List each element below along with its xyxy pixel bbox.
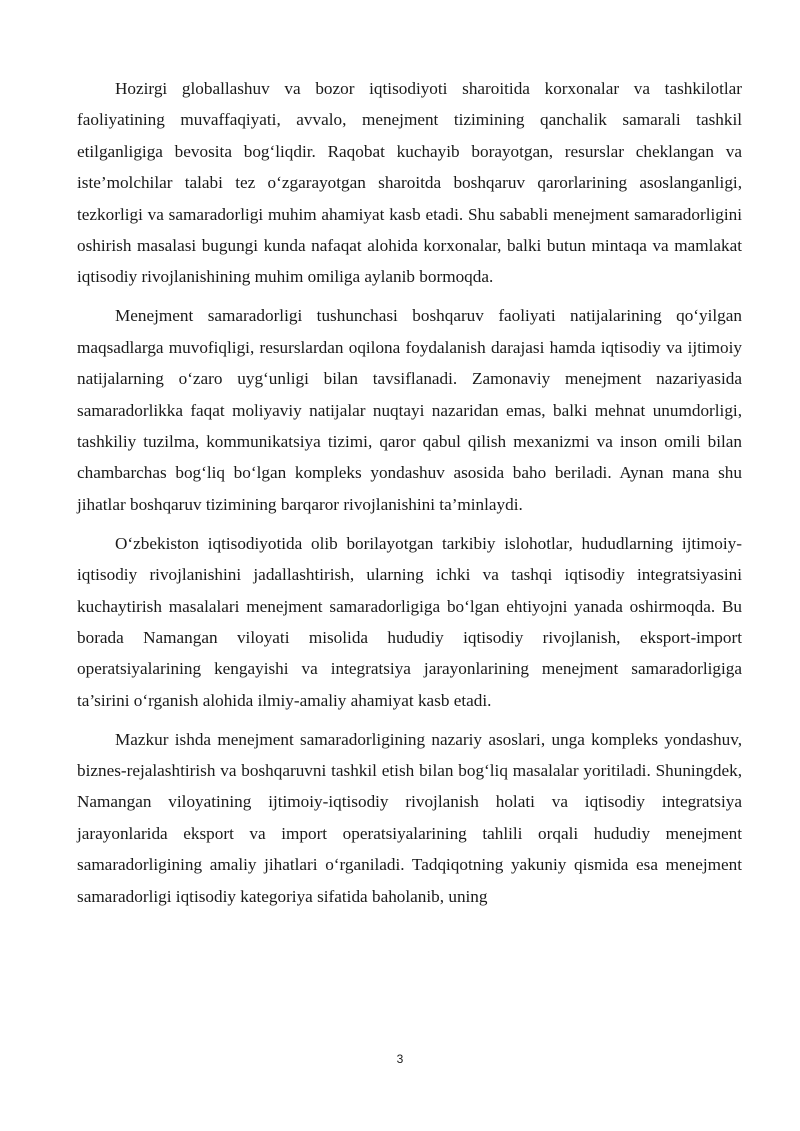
paragraph-3: O‘zbekiston iqtisodiyotida olib borilayotgan tarkibiy islohotlar, hududlarning ijtimoiy-iqtisodiy rivojlanishini jadallashtirish, ularning ichki va tashqi iqtisodiy integratsiyasini kuchaytirish masalalari menejment samaradorligiga bo‘lgan ehtiyojni yanada oshirmoqda. Bu borada Namangan viloyati misolida hududiy iqtisodiy rivojlanish, eksport-import operatsiyalarining kengayishi va integratsiya jarayonlarining menejment samaradorligiga ta’sirini o‘rganish alohida ilmiy-amaliy ahamiyat kasb etadi. [77,533,742,710]
paragraph-2: Menejment samaradorligi tushunchasi boshqaruv faoliyati natijalarining qo‘yilgan maqsadlarga muvofiqligi, resurslardan oqilona foydalanish darajasi hamda iqtisodiy va ijtimoiy natijalarning o‘zaro uyg‘unligi bilan tavsiflanadi. Zamonaviy menejment nazariyasida samaradorlikka faqat moliyaviy natijalar nuqtayi nazaridan emas, balki mehnat unumdorligi, tashkiliy tuzilma, kommunikatsiya tizimi, qaror qabul qilish mexanizmi va inson omili bilan chambarchas bog‘liq bo‘lgan kompleks yondashuv asosida baho beriladi. Aynan mana shu jihatlar boshqaruv tizimining barqaror rivojlanishini ta’minlaydi. [77,306,742,514]
body-text [77,73,742,920]
page-number: 3 [396,1052,404,1066]
paragraph-4: Mazkur ishda menejment samaradorligining nazariy asoslari, unga kompleks yondashuv, biznes-rejalashtirish va boshqaruvni tashkil etish bilan bog‘liq masalalar yoritiladi. Shuningdek, Namangan viloyatining ijtimoiy-iqtisodiy rivojlanish holati va iqtisodiy integratsiya jarayonlarida eksport va import operatsiyalarining tahlili orqali hududiy menejment samaradorligining amaliy jihatlari o‘rganiladi. Tadqiqotning yakuniy qismida esa menejment samaradorligi iqtisodiy kategoriya sifatida baholanib, uning [77,729,742,906]
paragraph-1: Hozirgi globallashuv va bozor iqtisodiyoti sharoitida korxonalar va tashkilotlar faoliyatining muvaffaqiyati, avvalo, menejment tizimining qanchalik samarali tashkil etilganligiga bevosita bog‘liqdir. Raqobat kuchayib borayotgan, resurslar cheklangan va iste’molchilar talabi tez o‘zgarayotgan sharoitda boshqaruv qarorlarining asoslanganligi, tezkorligi va samaradorligi muhim ahamiyat kasb etadi. Shu sababli menejment samaradorligini oshirish masalasi bugungi kunda nafaqat alohida korxonalar, balki butun mintaqa va mamlakat iqtisodiy rivojlanishining muhim omiliga aylanib bormoqda. [77,79,742,287]
